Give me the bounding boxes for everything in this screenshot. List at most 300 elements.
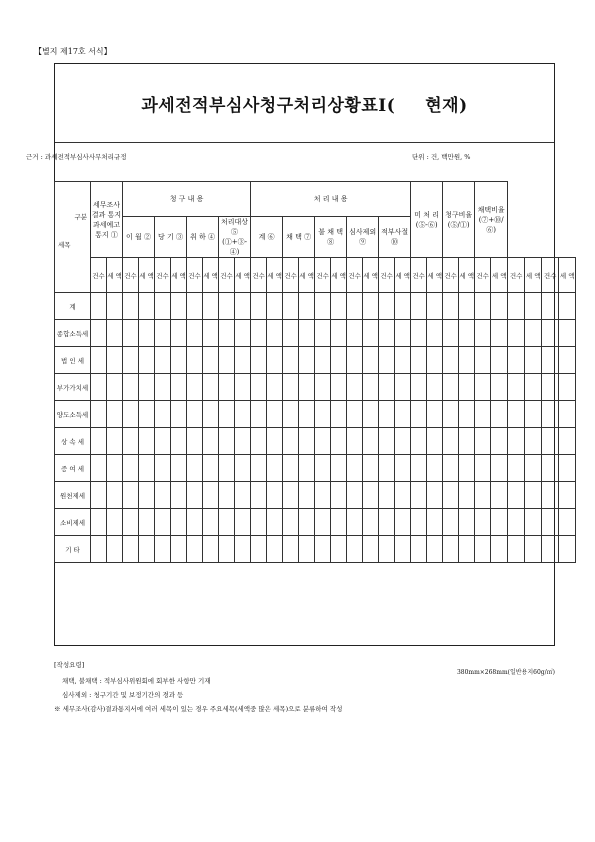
data-cell[interactable] [235,293,251,320]
data-cell[interactable] [475,482,491,509]
data-cell[interactable] [459,536,475,563]
data-cell[interactable] [525,509,542,536]
data-cell[interactable] [155,320,171,347]
data-cell[interactable] [203,293,219,320]
data-cell[interactable] [139,374,155,401]
data-cell[interactable] [139,428,155,455]
data-cell[interactable] [235,401,251,428]
data-cell[interactable] [251,428,267,455]
data-cell[interactable] [475,536,491,563]
data-cell[interactable] [379,401,395,428]
data-cell[interactable] [299,401,315,428]
data-cell[interactable] [155,455,171,482]
data-cell[interactable] [139,401,155,428]
data-cell[interactable] [411,401,427,428]
data-cell[interactable] [525,482,542,509]
data-cell[interactable] [171,428,187,455]
data-cell[interactable] [443,320,459,347]
data-cell[interactable] [155,293,171,320]
data-cell[interactable] [331,347,347,374]
data-cell[interactable] [235,347,251,374]
data-cell[interactable] [107,293,123,320]
data-cell[interactable] [443,536,459,563]
data-cell[interactable] [107,536,123,563]
data-cell[interactable] [491,428,508,455]
data-cell[interactable] [171,455,187,482]
data-cell[interactable] [267,293,283,320]
data-cell[interactable] [395,320,411,347]
data-cell[interactable] [187,482,203,509]
data-cell[interactable] [139,347,155,374]
data-cell[interactable] [395,509,411,536]
data-cell[interactable] [267,428,283,455]
data-cell[interactable] [235,536,251,563]
data-cell[interactable] [107,374,123,401]
data-cell[interactable] [299,428,315,455]
data-cell[interactable] [491,347,508,374]
data-cell[interactable] [299,509,315,536]
data-cell[interactable] [187,293,203,320]
data-cell[interactable] [379,509,395,536]
data-cell[interactable] [123,320,139,347]
data-cell[interactable] [267,482,283,509]
data-cell[interactable] [508,374,525,401]
data-cell[interactable] [299,536,315,563]
data-cell[interactable] [315,536,331,563]
data-cell[interactable] [139,536,155,563]
data-cell[interactable] [508,455,525,482]
data-cell[interactable] [525,347,542,374]
data-cell[interactable] [203,401,219,428]
data-cell[interactable] [123,374,139,401]
data-cell[interactable] [171,509,187,536]
data-cell[interactable] [171,374,187,401]
data-cell[interactable] [491,509,508,536]
data-cell[interactable] [251,455,267,482]
data-cell[interactable] [203,455,219,482]
data-cell[interactable] [219,482,235,509]
data-cell[interactable] [315,374,331,401]
data-cell[interactable] [315,293,331,320]
data-cell[interactable] [491,401,508,428]
data-cell[interactable] [411,374,427,401]
data-cell[interactable] [235,320,251,347]
data-cell[interactable] [187,536,203,563]
data-cell[interactable] [443,428,459,455]
data-cell[interactable] [542,509,559,536]
data-cell[interactable] [283,374,299,401]
data-cell[interactable] [315,428,331,455]
data-cell[interactable] [107,428,123,455]
data-cell[interactable] [459,401,475,428]
data-cell[interactable] [267,320,283,347]
data-cell[interactable] [251,293,267,320]
data-cell[interactable] [283,509,299,536]
data-cell[interactable] [475,347,491,374]
data-cell[interactable] [443,347,459,374]
data-cell[interactable] [525,536,542,563]
data-cell[interactable] [508,347,525,374]
data-cell[interactable] [251,374,267,401]
data-cell[interactable] [107,482,123,509]
data-cell[interactable] [427,347,443,374]
data-cell[interactable] [475,374,491,401]
data-cell[interactable] [283,293,299,320]
data-cell[interactable] [283,455,299,482]
data-cell[interactable] [171,482,187,509]
data-cell[interactable] [283,482,299,509]
data-cell[interactable] [203,347,219,374]
data-cell[interactable] [491,482,508,509]
data-cell[interactable] [235,428,251,455]
data-cell[interactable] [411,293,427,320]
data-cell[interactable] [542,401,559,428]
data-cell[interactable] [542,428,559,455]
data-cell[interactable] [542,374,559,401]
data-cell[interactable] [508,509,525,536]
data-cell[interactable] [411,455,427,482]
data-cell[interactable] [219,401,235,428]
data-cell[interactable] [267,536,283,563]
data-cell[interactable] [379,455,395,482]
data-cell[interactable] [139,455,155,482]
data-cell[interactable] [427,428,443,455]
data-cell[interactable] [459,509,475,536]
data-cell[interactable] [219,428,235,455]
data-cell[interactable] [283,428,299,455]
data-cell[interactable] [443,293,459,320]
data-cell[interactable] [187,320,203,347]
data-cell[interactable] [107,320,123,347]
data-cell[interactable] [91,374,107,401]
data-cell[interactable] [315,401,331,428]
data-cell[interactable] [315,482,331,509]
data-cell[interactable] [395,401,411,428]
data-cell[interactable] [283,347,299,374]
data-cell[interactable] [559,482,576,509]
data-cell[interactable] [508,320,525,347]
data-cell[interactable] [427,293,443,320]
data-cell[interactable] [251,482,267,509]
data-cell[interactable] [139,293,155,320]
data-cell[interactable] [219,536,235,563]
data-cell[interactable] [525,320,542,347]
data-cell[interactable] [427,536,443,563]
data-cell[interactable] [187,509,203,536]
data-cell[interactable] [299,347,315,374]
data-cell[interactable] [171,320,187,347]
data-cell[interactable] [219,455,235,482]
data-cell[interactable] [508,428,525,455]
data-cell[interactable] [411,536,427,563]
data-cell[interactable] [235,482,251,509]
data-cell[interactable] [395,482,411,509]
data-cell[interactable] [251,536,267,563]
data-cell[interactable] [315,455,331,482]
data-cell[interactable] [331,509,347,536]
data-cell[interactable] [475,293,491,320]
data-cell[interactable] [363,401,379,428]
data-cell[interactable] [559,455,576,482]
data-cell[interactable] [347,536,363,563]
data-cell[interactable] [331,455,347,482]
data-cell[interactable] [443,374,459,401]
data-cell[interactable] [283,536,299,563]
data-cell[interactable] [331,293,347,320]
data-cell[interactable] [395,428,411,455]
data-cell[interactable] [123,401,139,428]
data-cell[interactable] [542,455,559,482]
data-cell[interactable] [508,482,525,509]
data-cell[interactable] [315,509,331,536]
data-cell[interactable] [187,347,203,374]
data-cell[interactable] [91,320,107,347]
data-cell[interactable] [443,482,459,509]
data-cell[interactable] [139,320,155,347]
data-cell[interactable] [559,428,576,455]
data-cell[interactable] [155,428,171,455]
data-cell[interactable] [123,455,139,482]
data-cell[interactable] [379,293,395,320]
data-cell[interactable] [123,536,139,563]
data-cell[interactable] [171,293,187,320]
data-cell[interactable] [139,509,155,536]
data-cell[interactable] [459,455,475,482]
data-cell[interactable] [347,482,363,509]
data-cell[interactable] [542,482,559,509]
data-cell[interactable] [347,374,363,401]
data-cell[interactable] [363,374,379,401]
data-cell[interactable] [91,536,107,563]
data-cell[interactable] [559,374,576,401]
data-cell[interactable] [491,320,508,347]
data-cell[interactable] [459,482,475,509]
data-cell[interactable] [508,293,525,320]
data-cell[interactable] [331,536,347,563]
data-cell[interactable] [331,320,347,347]
data-cell[interactable] [267,509,283,536]
data-cell[interactable] [187,455,203,482]
data-cell[interactable] [491,374,508,401]
data-cell[interactable] [379,347,395,374]
data-cell[interactable] [347,320,363,347]
data-cell[interactable] [123,509,139,536]
data-cell[interactable] [411,509,427,536]
data-cell[interactable] [155,482,171,509]
data-cell[interactable] [251,347,267,374]
data-cell[interactable] [171,401,187,428]
data-cell[interactable] [395,536,411,563]
data-cell[interactable] [283,320,299,347]
data-cell[interactable] [395,293,411,320]
data-cell[interactable] [219,347,235,374]
data-cell[interactable] [91,401,107,428]
data-cell[interactable] [299,320,315,347]
data-cell[interactable] [525,455,542,482]
data-cell[interactable] [542,293,559,320]
data-cell[interactable] [363,293,379,320]
data-cell[interactable] [91,455,107,482]
data-cell[interactable] [363,347,379,374]
data-cell[interactable] [155,509,171,536]
data-cell[interactable] [203,509,219,536]
data-cell[interactable] [347,293,363,320]
data-cell[interactable] [491,455,508,482]
data-cell[interactable] [411,428,427,455]
data-cell[interactable] [107,509,123,536]
data-cell[interactable] [363,482,379,509]
data-cell[interactable] [91,482,107,509]
data-cell[interactable] [267,455,283,482]
data-cell[interactable] [171,536,187,563]
data-cell[interactable] [542,347,559,374]
data-cell[interactable] [475,455,491,482]
data-cell[interactable] [251,401,267,428]
data-cell[interactable] [347,509,363,536]
data-cell[interactable] [525,293,542,320]
data-cell[interactable] [459,374,475,401]
data-cell[interactable] [299,293,315,320]
data-cell[interactable] [443,455,459,482]
data-cell[interactable] [155,374,171,401]
data-cell[interactable] [283,401,299,428]
data-cell[interactable] [187,428,203,455]
data-cell[interactable] [203,374,219,401]
data-cell[interactable] [107,401,123,428]
data-cell[interactable] [459,293,475,320]
data-cell[interactable] [379,536,395,563]
data-cell[interactable] [139,482,155,509]
data-cell[interactable] [379,482,395,509]
data-cell[interactable] [123,428,139,455]
data-cell[interactable] [155,347,171,374]
data-cell[interactable] [491,293,508,320]
data-cell[interactable] [525,401,542,428]
data-cell[interactable] [475,428,491,455]
data-cell[interactable] [219,509,235,536]
data-cell[interactable] [219,320,235,347]
data-cell[interactable] [379,428,395,455]
data-cell[interactable] [559,347,576,374]
data-cell[interactable] [107,455,123,482]
data-cell[interactable] [187,374,203,401]
data-cell[interactable] [267,401,283,428]
data-cell[interactable] [155,401,171,428]
data-cell[interactable] [443,401,459,428]
data-cell[interactable] [315,320,331,347]
data-cell[interactable] [542,320,559,347]
data-cell[interactable] [363,536,379,563]
data-cell[interactable] [379,374,395,401]
data-cell[interactable] [427,455,443,482]
data-cell[interactable] [459,428,475,455]
data-cell[interactable] [107,347,123,374]
data-cell[interactable] [155,536,171,563]
data-cell[interactable] [542,536,559,563]
data-cell[interactable] [559,509,576,536]
data-cell[interactable] [235,455,251,482]
data-cell[interactable] [411,320,427,347]
data-cell[interactable] [235,374,251,401]
data-cell[interactable] [459,347,475,374]
data-cell[interactable] [427,320,443,347]
data-cell[interactable] [395,374,411,401]
data-cell[interactable] [491,536,508,563]
data-cell[interactable] [427,482,443,509]
data-cell[interactable] [331,401,347,428]
data-cell[interactable] [379,320,395,347]
data-cell[interactable] [203,482,219,509]
data-cell[interactable] [475,509,491,536]
data-cell[interactable] [219,293,235,320]
data-cell[interactable] [475,401,491,428]
data-cell[interactable] [331,482,347,509]
data-cell[interactable] [427,374,443,401]
data-cell[interactable] [299,374,315,401]
data-cell[interactable] [123,482,139,509]
data-cell[interactable] [411,347,427,374]
data-cell[interactable] [525,428,542,455]
data-cell[interactable] [251,509,267,536]
data-cell[interactable] [559,320,576,347]
data-cell[interactable] [331,374,347,401]
data-cell[interactable] [525,374,542,401]
data-cell[interactable] [363,455,379,482]
data-cell[interactable] [475,320,491,347]
data-cell[interactable] [251,320,267,347]
data-cell[interactable] [427,509,443,536]
data-cell[interactable] [427,401,443,428]
data-cell[interactable] [459,320,475,347]
data-cell[interactable] [299,455,315,482]
data-cell[interactable] [219,374,235,401]
data-cell[interactable] [91,509,107,536]
data-cell[interactable] [203,536,219,563]
data-cell[interactable] [347,428,363,455]
data-cell[interactable] [411,482,427,509]
data-cell[interactable] [235,509,251,536]
data-cell[interactable] [363,320,379,347]
data-cell[interactable] [91,428,107,455]
data-cell[interactable] [267,374,283,401]
data-cell[interactable] [299,482,315,509]
data-cell[interactable] [363,509,379,536]
data-cell[interactable] [508,536,525,563]
data-cell[interactable] [395,455,411,482]
data-cell[interactable] [559,401,576,428]
data-cell[interactable] [559,293,576,320]
data-cell[interactable] [171,347,187,374]
data-cell[interactable] [443,509,459,536]
data-cell[interactable] [347,455,363,482]
data-cell[interactable] [559,536,576,563]
data-cell[interactable] [267,347,283,374]
data-cell[interactable] [363,428,379,455]
data-cell[interactable] [91,293,107,320]
data-cell[interactable] [203,320,219,347]
data-cell[interactable] [347,347,363,374]
data-cell[interactable] [331,428,347,455]
data-cell[interactable] [315,347,331,374]
data-cell[interactable] [347,401,363,428]
data-cell[interactable] [91,347,107,374]
data-cell[interactable] [123,293,139,320]
data-cell[interactable] [187,401,203,428]
data-cell[interactable] [395,347,411,374]
data-cell[interactable] [508,401,525,428]
data-cell[interactable] [123,347,139,374]
data-cell[interactable] [203,428,219,455]
